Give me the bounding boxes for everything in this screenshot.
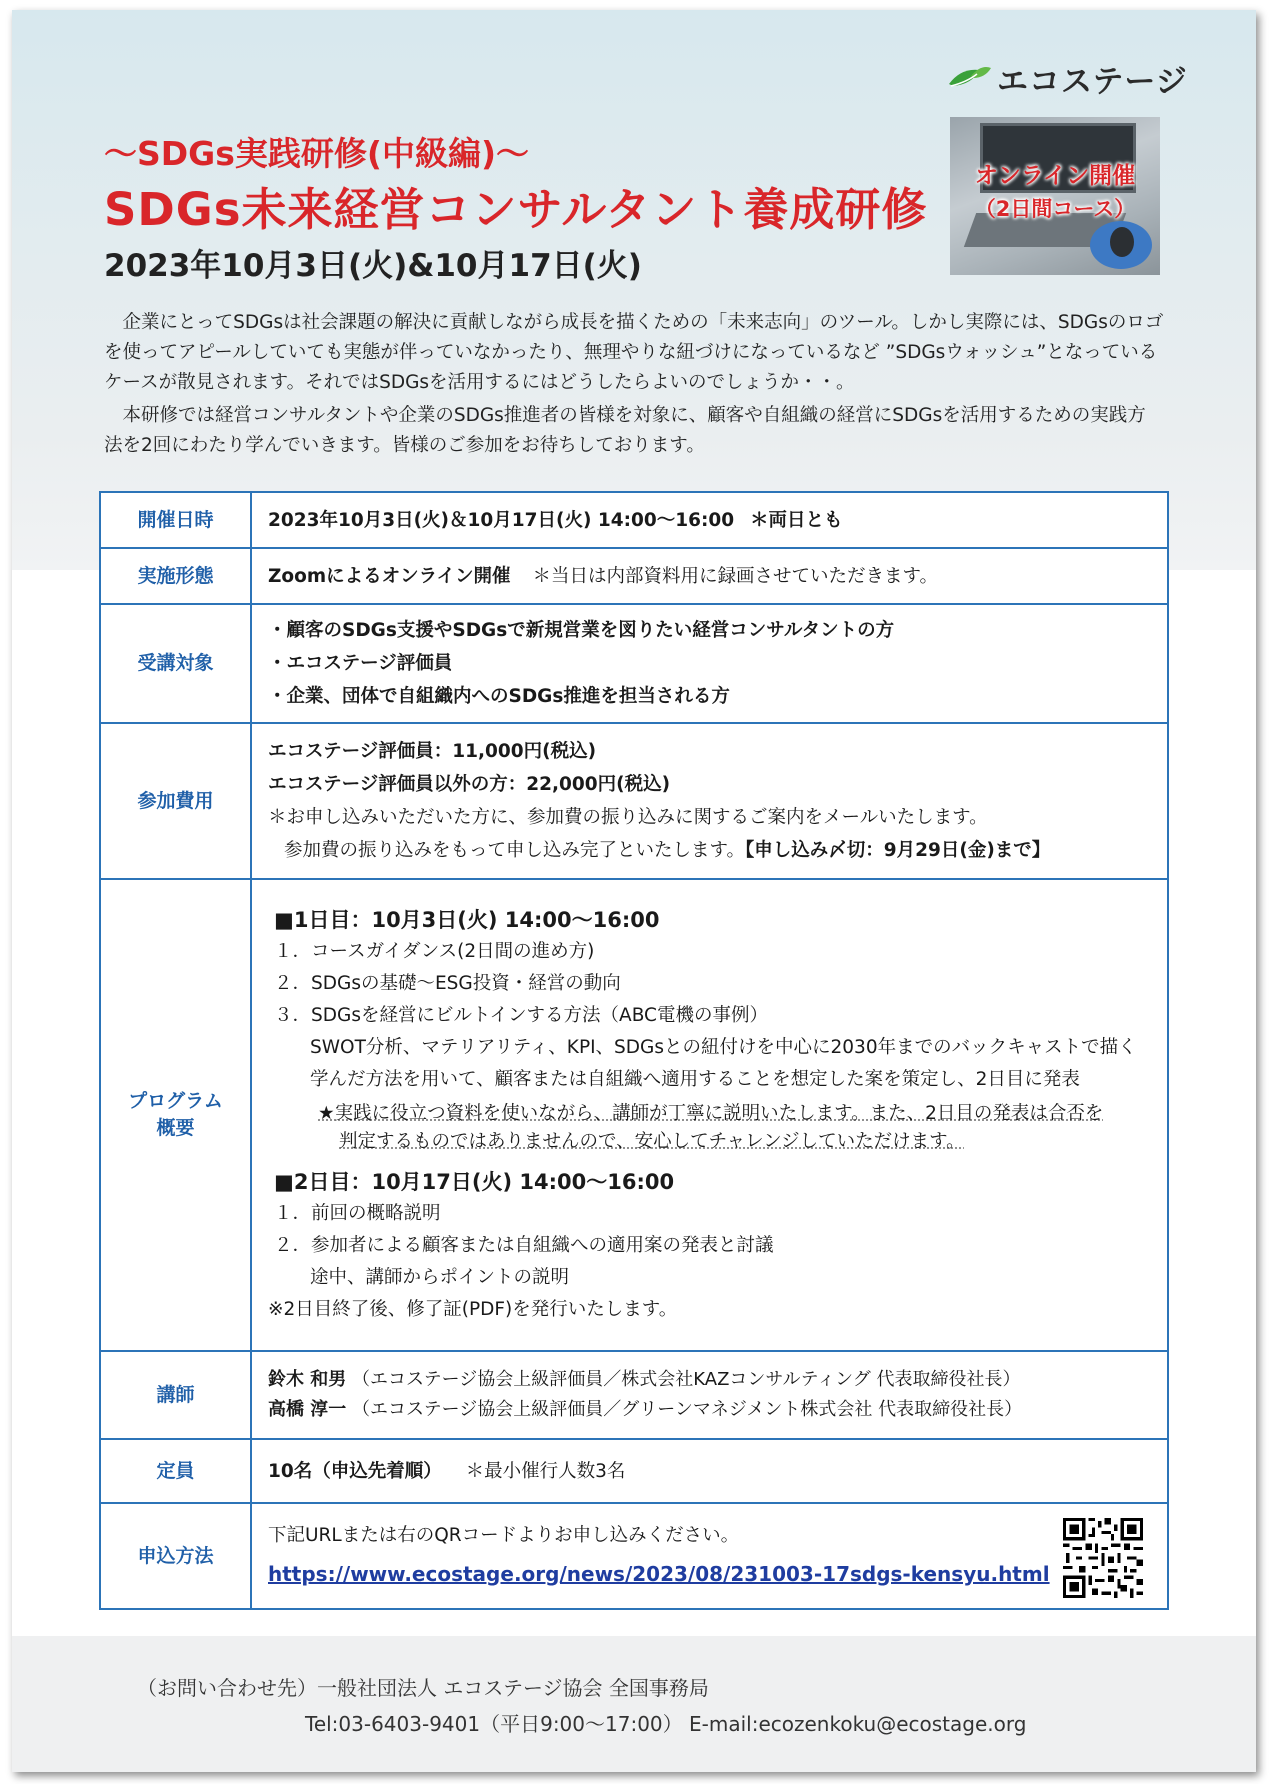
fee-note-text: 参加費の振り込みをもって申し込み完了といたします。	[284, 840, 746, 861]
fee-note: ＊お申し込みいただいた方に、参加費の振り込みに関するご案内をメールいたします。	[268, 807, 988, 828]
laptop-photo	[950, 117, 1160, 275]
row-date	[100, 492, 1168, 548]
fee-nonmember: エコステージ評価員以外の方：22,000円(税込)	[268, 774, 671, 795]
content-apply	[251, 1503, 1168, 1609]
apply-url-link[interactable]: https://www.ecostage.org/news/2023/08/231003-17sdgs-kensyu.html	[268, 1562, 1050, 1586]
row-apply	[100, 1503, 1168, 1609]
content-target	[251, 604, 1168, 723]
fee-note-2	[268, 834, 1151, 867]
capacity-note: ＊最小催行人数3名	[465, 1460, 626, 1482]
content-format	[251, 548, 1168, 604]
completion-note: ※2日目終了後、修了証(PDF)を発行いたします。	[268, 1299, 678, 1320]
instructor-role: （エコステージ協会上級評価員／株式会社KAZコンサルティング 代表取締役社長）	[352, 1369, 1021, 1390]
day1-detail: SWOT分析、マテリアリティ、KPI、SDGsとの紐付けを中心に2030年までのバックキャストで描く	[310, 1037, 1137, 1058]
apply-text: 下記URLまたは右のQRコードよりお申し込みください。	[268, 1525, 740, 1546]
row-target	[100, 604, 1168, 723]
fee-deadline: 【申し込み〆切：9月29日(金)まで】	[745, 840, 1051, 861]
row-instructor	[100, 1351, 1168, 1439]
program-label-2: 概要	[156, 1117, 195, 1139]
ecostage-logo	[947, 56, 1188, 100]
row-capacity	[100, 1439, 1168, 1503]
contact-line-2: Tel:03-6403-9401（平日9:00～17:00） E-mail:ecozenkoku@ecostage.org	[305, 1712, 1027, 1736]
label-instructor: 講師	[100, 1351, 251, 1439]
day2-heading: ■2日目：10月17日(火) 14:00～16:00	[274, 1170, 675, 1194]
event-date: 2023年10月3日(火)&10月17日(火)	[104, 248, 642, 284]
apply-url-line	[268, 1555, 1151, 1595]
flyer-page	[12, 10, 1256, 1772]
day1-item: １．コースガイダンス(2日間の進め方)	[274, 941, 595, 962]
day2-detail: 途中、講師からポイントの説明	[310, 1267, 570, 1288]
label-format: 実施形態	[100, 548, 251, 604]
format-value: Zoomによるオンライン開催	[268, 565, 511, 587]
logo-text: エコステージ	[997, 63, 1188, 100]
star-note-2: 判定するものではありませんので、安心してチャレンジしていただけます。	[339, 1131, 965, 1152]
mouse-icon	[1110, 227, 1134, 257]
instructor-name: 高橋 淳一	[268, 1399, 347, 1420]
day1-item: ２．SDGsの基礎～ESG投資・経営の動向	[274, 973, 621, 994]
label-capacity: 定員	[100, 1439, 251, 1503]
instructor-name: 鈴木 和男	[268, 1369, 347, 1390]
label-target: 受講対象	[100, 604, 251, 723]
instructor-1	[268, 1365, 1151, 1395]
day1-detail: 学んだ方法を用いて、顧客または自組織へ適用することを想定した案を策定し、2日目に発表	[310, 1069, 1080, 1090]
day1-heading: ■1日目：10月3日(火) 14:00～16:00	[274, 908, 660, 932]
course-length-caption: （2日間コース）	[974, 197, 1136, 221]
contact-info	[137, 1670, 1026, 1742]
instructor-2	[268, 1395, 1151, 1425]
day2-item: １．前回の概略説明	[274, 1203, 441, 1224]
row-format	[100, 548, 1168, 604]
row-program	[100, 879, 1168, 1351]
contact-line-1: （お問い合わせ先）一般社団法人 エコステージ協会 全国事務局	[137, 1676, 709, 1700]
content-instructor	[251, 1351, 1168, 1439]
label-apply: 申込方法	[100, 1503, 251, 1609]
target-item: ・顧客のSDGs支援やSDGsで新規営業を図りたい経営コンサルタントの方	[268, 620, 895, 641]
date-value: 2023年10月3日(火)＆10月17日(火) 14:00～16:00	[268, 509, 735, 531]
program-label-1: プログラム	[128, 1090, 223, 1112]
date-note: ＊両日とも	[750, 509, 843, 531]
day2-item: ２．参加者による顧客または自組織への適用案の発表と討議	[274, 1235, 774, 1256]
label-fee: 参加費用	[100, 723, 251, 879]
online-caption: オンライン開催	[974, 163, 1136, 189]
instructor-role: （エコステージ協会上級評価員／グリーンマネジメント株式会社 代表取締役社長）	[352, 1399, 1023, 1420]
capacity-value: 10名（申込先着順）	[268, 1460, 442, 1482]
subtitle: ～SDGs実践研修(中級編)～	[104, 134, 530, 173]
format-note: ＊当日は内部資料用に録画させていただきます。	[532, 565, 938, 587]
content-date	[251, 492, 1168, 548]
info-table	[99, 491, 1169, 1610]
target-item: ・企業、団体で自組織内へのSDGs推進を担当される方	[268, 686, 730, 707]
target-item: ・エコステージ評価員	[268, 653, 453, 674]
row-fee	[100, 723, 1168, 879]
intro-paragraph-1: 企業にとってSDGsは社会課題の解決に貢献しながら成長を描くための「未来志向」のツール。しかし実際には、SDGsのロゴを使ってアピールしていても実態が伴っていなかったり、無理やりな紐づけになっているなど ”SDGsウォッシュ”となっているケースが散見されます。それではSDGsを活用するにはどうしたらよいのでしょうか・・。	[104, 312, 1164, 393]
day1-item: ３．SDGsを経営にビルトインする方法（ABC電機の事例）	[274, 1005, 768, 1026]
qr-code-icon[interactable]	[1063, 1518, 1143, 1598]
page-title: SDGs未来経営コンサルタント養成研修	[104, 183, 928, 236]
star-note: ★実践に役立つ資料を使いながら、講師が丁寧に説明いたします。また、2日目の発表は合否を	[318, 1103, 1104, 1124]
content-fee	[251, 723, 1168, 879]
label-program	[100, 879, 251, 1351]
content-capacity	[251, 1439, 1168, 1503]
intro-text	[104, 308, 1164, 464]
label-date: 開催日時	[100, 492, 251, 548]
content-program	[251, 879, 1168, 1351]
intro-paragraph-2: 本研修では経営コンサルタントや企業のSDGs推進者の皆様を対象に、顧客や自組織の経営にSDGsを活用するための実践方法を2回にわたり学んでいきます。皆様のご参加をお待ちしております。	[104, 405, 1146, 456]
leaf-icon	[947, 64, 991, 92]
fee-member: エコステージ評価員：11,000円(税込)	[268, 741, 597, 762]
